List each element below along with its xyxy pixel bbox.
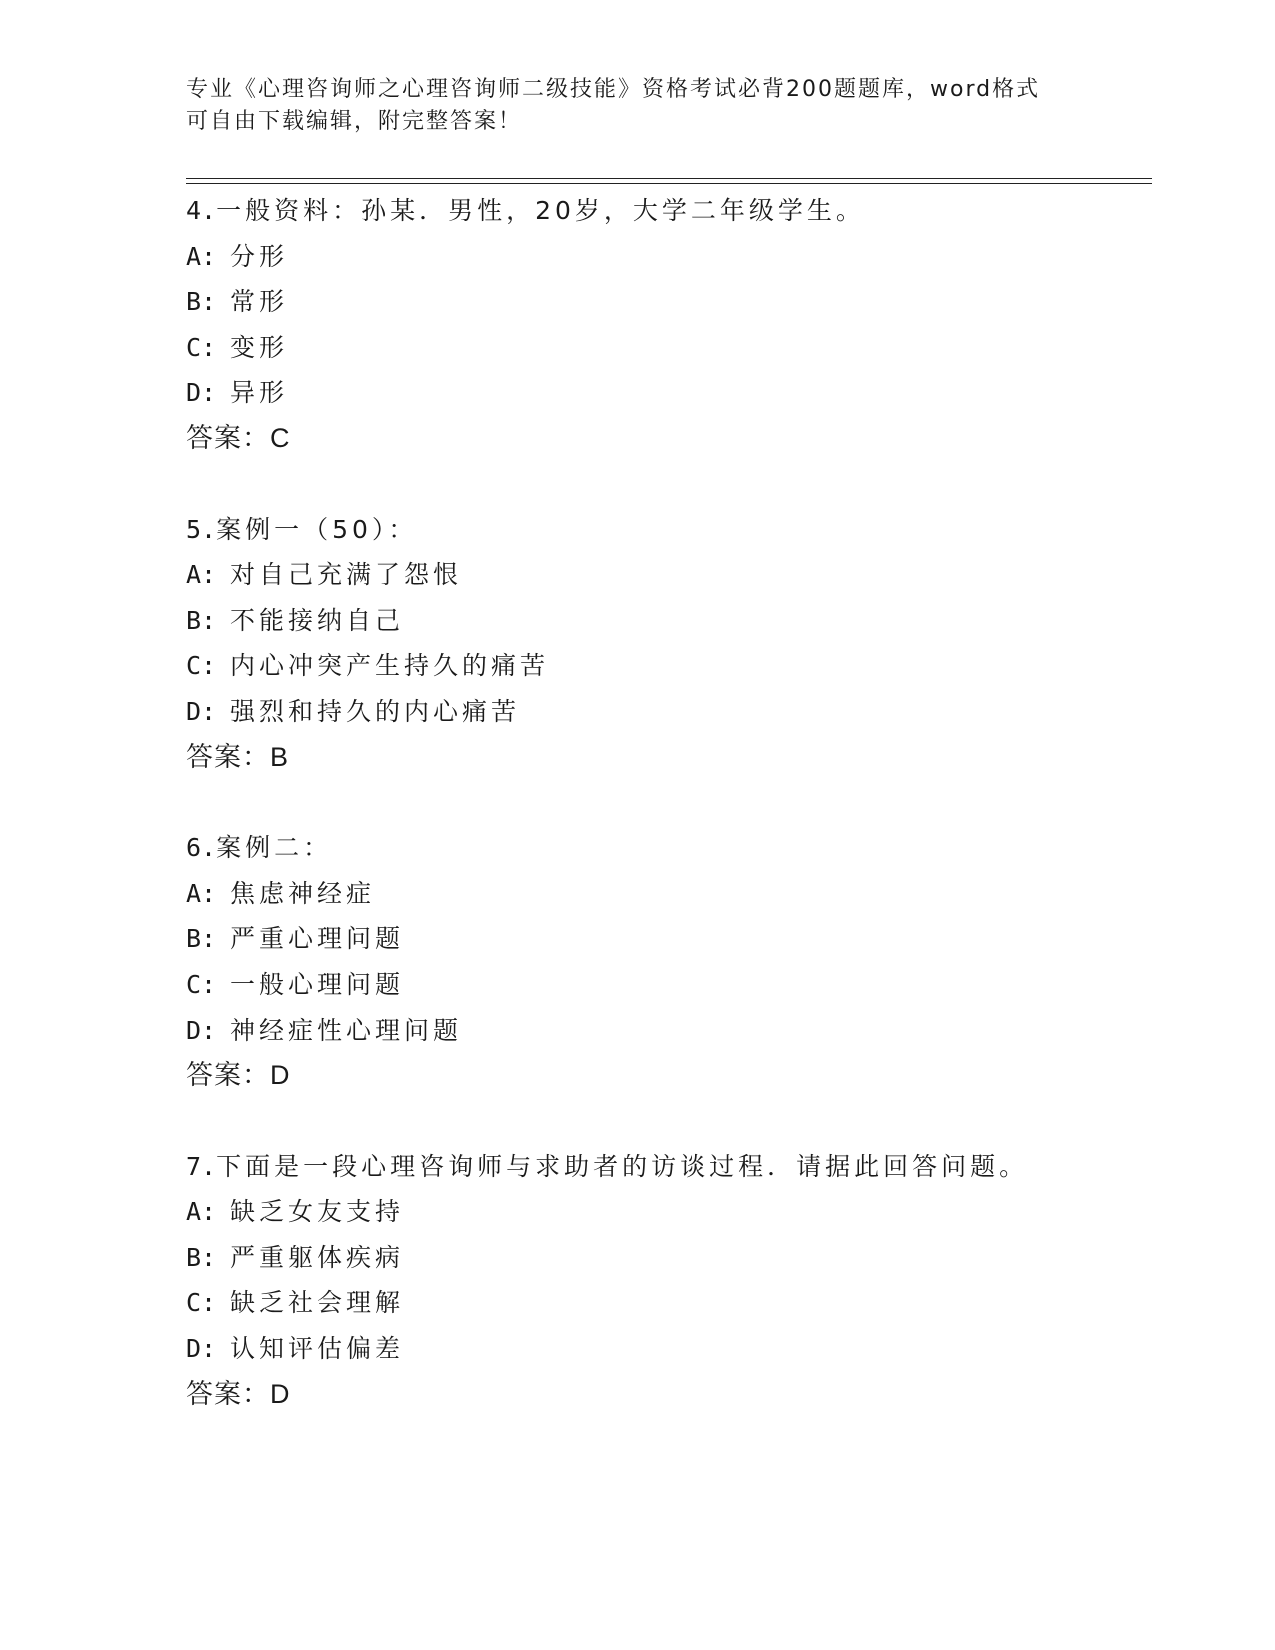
- option-letter: D:: [186, 1015, 217, 1045]
- question-number: 6.: [186, 833, 217, 863]
- answer-value: D: [270, 1060, 291, 1091]
- option-b: [186, 1235, 1152, 1281]
- answer-label: 答案：: [186, 422, 270, 454]
- option-a: [186, 871, 1152, 917]
- option-letter: B:: [186, 287, 217, 317]
- option-c: [186, 643, 1152, 689]
- option-letter: A:: [186, 560, 217, 590]
- option-c: [186, 325, 1152, 371]
- question-stem: [186, 1144, 1152, 1190]
- option-d: [186, 689, 1152, 735]
- question-number: 5.: [186, 514, 217, 544]
- option-letter: C:: [186, 651, 217, 681]
- question-text: 案例二：: [216, 833, 333, 863]
- question-7: [186, 1144, 1152, 1418]
- option-d: [186, 1008, 1152, 1054]
- option-text: 缺乏女友支持: [230, 1197, 405, 1227]
- option-text: 分形: [230, 241, 289, 271]
- option-letter: C:: [186, 969, 217, 999]
- option-letter: C:: [186, 1288, 217, 1318]
- option-text: 变形: [230, 332, 289, 362]
- answer-label: 答案：: [186, 1378, 270, 1410]
- header-divider-top: [186, 178, 1152, 179]
- option-text: 严重心理问题: [230, 924, 405, 954]
- option-b: [186, 279, 1152, 325]
- answer-value: D: [270, 1378, 291, 1409]
- option-a: [186, 552, 1152, 598]
- option-letter: B:: [186, 1242, 217, 1272]
- question-stem: [186, 188, 1152, 234]
- answer-line: [186, 1372, 1152, 1418]
- option-c: [186, 962, 1152, 1008]
- answer-value: C: [270, 422, 291, 453]
- question-4: [186, 188, 1152, 462]
- option-text: 认知评估偏差: [230, 1334, 405, 1364]
- option-b: [186, 916, 1152, 962]
- option-a: [186, 234, 1152, 280]
- option-d: [186, 1326, 1152, 1372]
- option-text: 对自己充满了怨恨: [230, 560, 463, 590]
- question-text: 案例一（50）：: [216, 514, 418, 544]
- option-letter: B:: [186, 924, 217, 954]
- answer-label: 答案：: [186, 1060, 270, 1092]
- option-letter: B:: [186, 605, 217, 635]
- question-number: 7.: [186, 1151, 217, 1181]
- header-divider-bottom: [186, 183, 1152, 184]
- option-text: 焦虑神经症: [230, 878, 376, 908]
- option-letter: A:: [186, 241, 217, 271]
- answer-value: B: [270, 741, 290, 772]
- option-d: [186, 370, 1152, 416]
- answer-line: [186, 735, 1152, 781]
- option-text: 不能接纳自己: [230, 605, 405, 635]
- question-stem: [186, 825, 1152, 871]
- option-letter: D:: [186, 696, 217, 726]
- option-text: 异形: [230, 378, 289, 408]
- question-5: [186, 507, 1152, 781]
- question-text: 下面是一段心理咨询师与求助者的访谈过程．请据此回答问题。: [216, 1151, 1029, 1181]
- question-text: 一般资料：孙某．男性，20岁，大学二年级学生。: [216, 196, 865, 225]
- answer-line: [186, 1053, 1152, 1099]
- question-number: 4.: [186, 196, 217, 225]
- question-stem: [186, 507, 1152, 553]
- header-line-1: 专业《心理咨询师之心理咨询师二级技能》资格考试必背200题题库，word格式: [186, 77, 1041, 102]
- option-text: 缺乏社会理解: [230, 1288, 405, 1318]
- answer-label: 答案：: [186, 741, 270, 773]
- option-text: 常形: [230, 287, 289, 317]
- option-text: 严重躯体疾病: [230, 1242, 405, 1272]
- question-list: [186, 188, 1152, 1462]
- option-c: [186, 1280, 1152, 1326]
- option-text: 内心冲突产生持久的痛苦: [230, 651, 550, 681]
- option-letter: D:: [186, 378, 217, 408]
- document-header: [186, 74, 1086, 138]
- option-letter: D:: [186, 1334, 217, 1364]
- question-6: [186, 825, 1152, 1099]
- option-letter: A:: [186, 1197, 217, 1227]
- option-text: 神经症性心理问题: [230, 1015, 463, 1045]
- option-b: [186, 598, 1152, 644]
- answer-line: [186, 416, 1152, 462]
- option-letter: A:: [186, 878, 217, 908]
- option-letter: C:: [186, 332, 217, 362]
- header-line-2: 可自由下载编辑，附完整答案！: [186, 109, 523, 134]
- option-text: 强烈和持久的内心痛苦: [230, 696, 521, 726]
- option-a: [186, 1189, 1152, 1235]
- option-text: 一般心理问题: [230, 969, 405, 999]
